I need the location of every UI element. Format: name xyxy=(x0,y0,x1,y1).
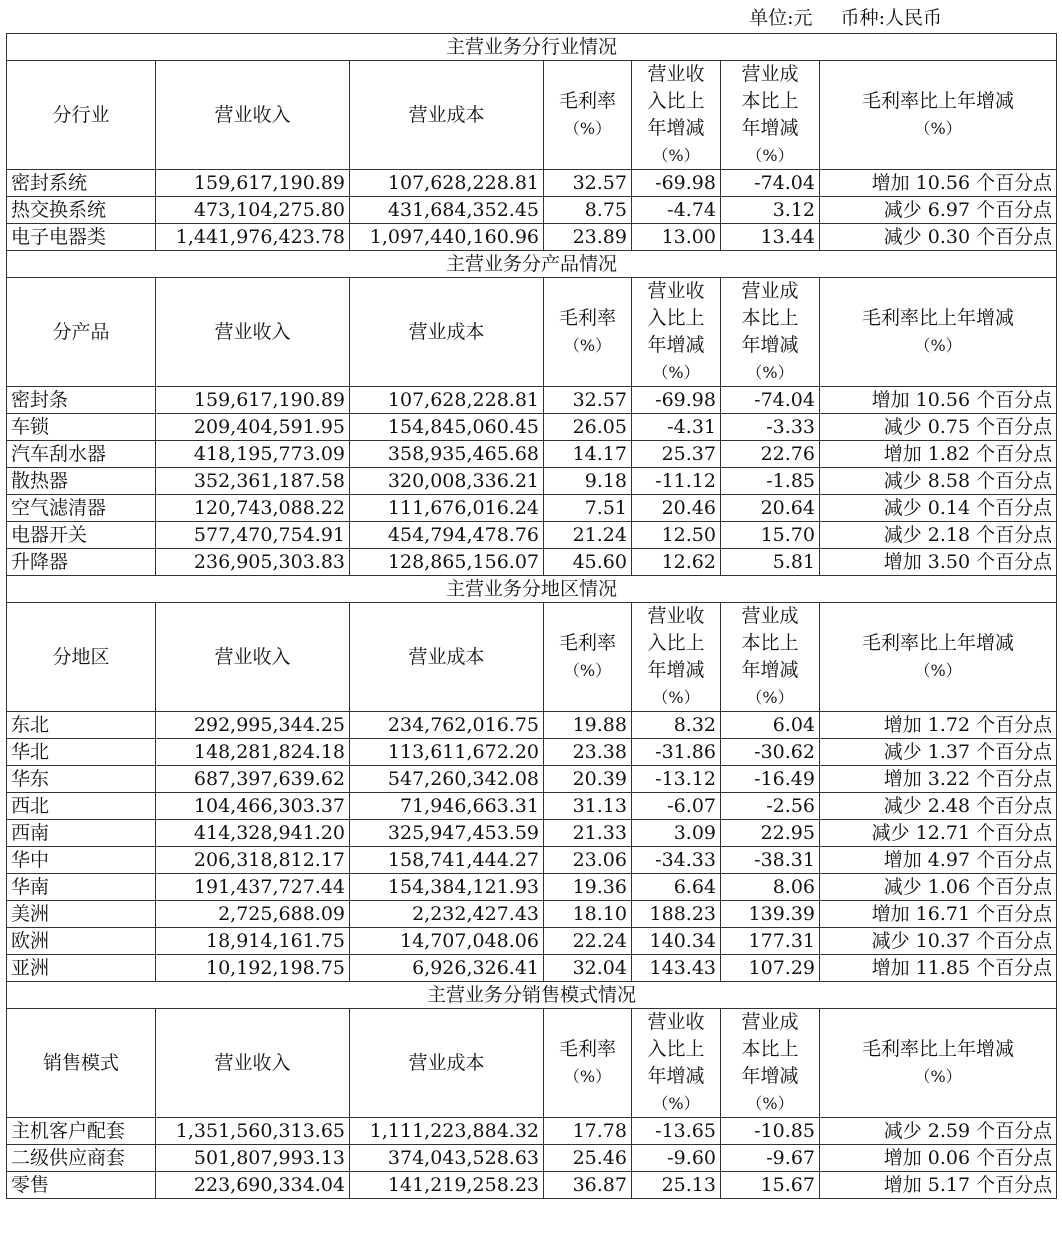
header-line: 年增减 xyxy=(741,1065,799,1087)
header-line: 年增减 xyxy=(741,117,799,139)
row-label: 华南 xyxy=(7,874,156,901)
header-row xyxy=(7,1009,1057,1118)
header-line: 本比上 xyxy=(741,90,799,112)
row-label: 欧洲 xyxy=(7,928,156,955)
header-text xyxy=(632,61,720,169)
header-row xyxy=(7,603,1057,712)
header-revenue-change xyxy=(632,61,721,170)
header-line: （%） xyxy=(652,146,700,165)
section-title: 主营业务分产品情况 xyxy=(7,251,1057,278)
margin-cell: 7.51 xyxy=(544,495,632,522)
cost-change-cell: 13.44 xyxy=(721,224,820,251)
revenue-change-cell: -31.86 xyxy=(632,739,721,766)
revenue-change-cell: -69.98 xyxy=(632,170,721,197)
margin-change-cell: 增加 5.17 个百分点 xyxy=(820,1172,1057,1199)
table-row xyxy=(7,820,1057,847)
cost-cell: 1,097,440,160.96 xyxy=(350,224,544,251)
table-row xyxy=(7,414,1057,441)
margin-cell: 32.57 xyxy=(544,170,632,197)
table-row xyxy=(7,522,1057,549)
table-row xyxy=(7,1172,1057,1199)
section-title-row xyxy=(7,982,1057,1009)
cost-cell: 325,947,453.59 xyxy=(350,820,544,847)
cost-change-cell: 15.67 xyxy=(721,1172,820,1199)
row-label: 二级供应商套 xyxy=(7,1145,156,1172)
revenue-change-cell: 20.46 xyxy=(632,495,721,522)
cost-change-cell: 20.64 xyxy=(721,495,820,522)
cost-cell: 358,935,465.68 xyxy=(350,441,544,468)
revenue-cell: 104,466,303.37 xyxy=(156,793,350,820)
header-row xyxy=(7,278,1057,387)
margin-change-cell: 减少 2.59 个百分点 xyxy=(820,1118,1057,1145)
margin-change-cell: 增加 1.82 个百分点 xyxy=(820,441,1057,468)
header-margin-change xyxy=(820,278,1057,387)
revenue-change-cell: 25.13 xyxy=(632,1172,721,1199)
header-cost: 营业成本 xyxy=(350,278,544,387)
revenue-cell: 10,192,198.75 xyxy=(156,955,350,982)
header-text xyxy=(820,1036,1056,1090)
header-gross-margin xyxy=(544,61,632,170)
row-label: 美洲 xyxy=(7,901,156,928)
revenue-change-cell: 143.43 xyxy=(632,955,721,982)
revenue-cell: 1,441,976,423.78 xyxy=(156,224,350,251)
header-line: 入比上 xyxy=(647,90,705,112)
row-label: 车锁 xyxy=(7,414,156,441)
revenue-cell: 473,104,275.80 xyxy=(156,197,350,224)
margin-change-cell: 增加 4.97 个百分点 xyxy=(820,847,1057,874)
row-label: 电子电器类 xyxy=(7,224,156,251)
cost-change-cell: 8.06 xyxy=(721,874,820,901)
header-line: 毛利率 xyxy=(558,90,616,112)
margin-cell: 20.39 xyxy=(544,766,632,793)
table-row xyxy=(7,739,1057,766)
table-row xyxy=(7,955,1057,982)
header-line: （%） xyxy=(563,119,612,138)
cost-change-cell: -10.85 xyxy=(721,1118,820,1145)
cost-cell: 141,219,258.23 xyxy=(350,1172,544,1199)
revenue-change-cell: 12.62 xyxy=(632,549,721,576)
currency-label: 币种:人民币 xyxy=(840,7,942,29)
section-title: 主营业务分行业情况 xyxy=(7,34,1057,61)
header-line: 毛利率比上年增减 xyxy=(862,307,1015,329)
revenue-change-cell: -13.65 xyxy=(632,1118,721,1145)
margin-cell: 32.57 xyxy=(544,387,632,414)
header-line: （%） xyxy=(652,363,700,382)
header-line: 入比上 xyxy=(647,632,705,654)
cost-change-cell: -74.04 xyxy=(721,387,820,414)
margin-cell: 21.33 xyxy=(544,820,632,847)
revenue-cell: 159,617,190.89 xyxy=(156,170,350,197)
revenue-change-cell: 6.64 xyxy=(632,874,721,901)
header-line: 入比上 xyxy=(647,1038,705,1060)
header-line: 年增减 xyxy=(647,659,705,681)
revenue-change-cell: -9.60 xyxy=(632,1145,721,1172)
revenue-change-cell: 12.50 xyxy=(632,522,721,549)
header-gross-margin xyxy=(544,1009,632,1118)
cost-change-cell: 22.76 xyxy=(721,441,820,468)
header-text xyxy=(721,1009,819,1117)
header-line: （%） xyxy=(652,688,700,707)
cost-change-cell: -30.62 xyxy=(721,739,820,766)
revenue-cell: 159,617,190.89 xyxy=(156,387,350,414)
margin-change-cell: 减少 0.14 个百分点 xyxy=(820,495,1057,522)
revenue-change-cell: -13.12 xyxy=(632,766,721,793)
row-label: 西南 xyxy=(7,820,156,847)
cost-change-cell: 177.31 xyxy=(721,928,820,955)
header-cost: 营业成本 xyxy=(350,603,544,712)
header-line: （%） xyxy=(746,1094,794,1113)
revenue-change-cell: -6.07 xyxy=(632,793,721,820)
margin-cell: 31.13 xyxy=(544,793,632,820)
header-text xyxy=(632,1009,720,1117)
header-text xyxy=(544,305,631,359)
row-label: 西北 xyxy=(7,793,156,820)
header-cost-change xyxy=(721,1009,820,1118)
revenue-cell: 501,807,993.13 xyxy=(156,1145,350,1172)
header-text xyxy=(544,88,631,142)
revenue-change-cell: 140.34 xyxy=(632,928,721,955)
revenue-cell: 2,725,688.09 xyxy=(156,901,350,928)
header-line: 营业收 xyxy=(647,280,705,302)
revenue-cell: 148,281,824.18 xyxy=(156,739,350,766)
margin-cell: 23.38 xyxy=(544,739,632,766)
revenue-change-cell: 13.00 xyxy=(632,224,721,251)
row-label: 电器开关 xyxy=(7,522,156,549)
header-line: 年增减 xyxy=(741,659,799,681)
cost-change-cell: 107.29 xyxy=(721,955,820,982)
cost-cell: 154,384,121.93 xyxy=(350,874,544,901)
header-line: 营业成 xyxy=(741,280,799,302)
header-line: 营业收 xyxy=(647,605,705,627)
cost-cell: 154,845,060.45 xyxy=(350,414,544,441)
header-line: （%） xyxy=(563,661,612,680)
cost-cell: 374,043,528.63 xyxy=(350,1145,544,1172)
row-label: 密封条 xyxy=(7,387,156,414)
revenue-cell: 577,470,754.91 xyxy=(156,522,350,549)
margin-change-cell: 减少 1.37 个百分点 xyxy=(820,739,1057,766)
header-text xyxy=(721,61,819,169)
table-row xyxy=(7,549,1057,576)
header-line: 年增减 xyxy=(647,117,705,139)
section-title-row xyxy=(7,576,1057,603)
header-line: 营业成 xyxy=(741,1011,799,1033)
revenue-cell: 191,437,727.44 xyxy=(156,874,350,901)
table-row xyxy=(7,468,1057,495)
margin-cell: 25.46 xyxy=(544,1145,632,1172)
table-row xyxy=(7,901,1057,928)
header-text xyxy=(820,630,1056,684)
header-cost: 营业成本 xyxy=(350,1009,544,1118)
unit-label: 单位:元 xyxy=(749,7,813,29)
table-row xyxy=(7,766,1057,793)
header-first-col: 销售模式 xyxy=(7,1009,156,1118)
margin-cell: 19.88 xyxy=(544,712,632,739)
header-line: 营业收 xyxy=(647,1011,705,1033)
margin-change-cell: 减少 0.30 个百分点 xyxy=(820,224,1057,251)
header-margin-change xyxy=(820,603,1057,712)
cost-cell: 234,762,016.75 xyxy=(350,712,544,739)
header-line: 本比上 xyxy=(741,1038,799,1060)
header-row xyxy=(7,61,1057,170)
header-line: 入比上 xyxy=(647,307,705,329)
cost-change-cell: -74.04 xyxy=(721,170,820,197)
margin-change-cell: 增加 3.22 个百分点 xyxy=(820,766,1057,793)
header-line: （%） xyxy=(563,1067,612,1086)
margin-change-cell: 减少 12.71 个百分点 xyxy=(820,820,1057,847)
header-line: （%） xyxy=(563,336,612,355)
margin-cell: 17.78 xyxy=(544,1118,632,1145)
header-line: （%） xyxy=(914,119,962,138)
table-row xyxy=(7,928,1057,955)
header-line: （%） xyxy=(746,146,794,165)
cost-cell: 547,260,342.08 xyxy=(350,766,544,793)
table-row xyxy=(7,224,1057,251)
revenue-cell: 414,328,941.20 xyxy=(156,820,350,847)
header-revenue: 营业收入 xyxy=(156,61,350,170)
header-line: 营业成 xyxy=(741,63,799,85)
cost-change-cell: 22.95 xyxy=(721,820,820,847)
header-line: 毛利率比上年增减 xyxy=(862,632,1015,654)
margin-change-cell: 增加 3.50 个百分点 xyxy=(820,549,1057,576)
revenue-cell: 292,995,344.25 xyxy=(156,712,350,739)
header-line: 毛利率 xyxy=(558,307,616,329)
header-revenue-change xyxy=(632,278,721,387)
row-label: 热交换系统 xyxy=(7,197,156,224)
revenue-cell: 418,195,773.09 xyxy=(156,441,350,468)
section-title: 主营业务分地区情况 xyxy=(7,576,1057,603)
main-business-table xyxy=(6,33,1057,1199)
table-row xyxy=(7,847,1057,874)
header-first-col: 分产品 xyxy=(7,278,156,387)
margin-change-cell: 减少 2.48 个百分点 xyxy=(820,793,1057,820)
section-title: 主营业务分销售模式情况 xyxy=(7,982,1057,1009)
header-cost-change xyxy=(721,603,820,712)
margin-cell: 18.10 xyxy=(544,901,632,928)
header-revenue: 营业收入 xyxy=(156,278,350,387)
cost-cell: 113,611,672.20 xyxy=(350,739,544,766)
revenue-change-cell: 188.23 xyxy=(632,901,721,928)
margin-cell: 32.04 xyxy=(544,955,632,982)
cost-change-cell: 6.04 xyxy=(721,712,820,739)
cost-cell: 320,008,336.21 xyxy=(350,468,544,495)
header-gross-margin xyxy=(544,278,632,387)
cost-change-cell: 139.39 xyxy=(721,901,820,928)
header-revenue: 营业收入 xyxy=(156,1009,350,1118)
margin-change-cell: 增加 10.56 个百分点 xyxy=(820,387,1057,414)
cost-cell: 1,111,223,884.32 xyxy=(350,1118,544,1145)
row-label: 散热器 xyxy=(7,468,156,495)
margin-change-cell: 增加 0.06 个百分点 xyxy=(820,1145,1057,1172)
cost-cell: 158,741,444.27 xyxy=(350,847,544,874)
margin-cell: 36.87 xyxy=(544,1172,632,1199)
header-line: 营业收 xyxy=(647,63,705,85)
margin-cell: 19.36 xyxy=(544,874,632,901)
margin-cell: 14.17 xyxy=(544,441,632,468)
margin-cell: 26.05 xyxy=(544,414,632,441)
row-label: 主机客户配套 xyxy=(7,1118,156,1145)
header-line: 年增减 xyxy=(647,334,705,356)
table-row xyxy=(7,874,1057,901)
cost-cell: 431,684,352.45 xyxy=(350,197,544,224)
table-row xyxy=(7,712,1057,739)
header-line: 毛利率比上年增减 xyxy=(862,1038,1015,1060)
margin-change-cell: 增加 16.71 个百分点 xyxy=(820,901,1057,928)
cost-cell: 6,926,326.41 xyxy=(350,955,544,982)
revenue-cell: 1,351,560,313.65 xyxy=(156,1118,350,1145)
revenue-cell: 209,404,591.95 xyxy=(156,414,350,441)
margin-cell: 23.89 xyxy=(544,224,632,251)
cost-change-cell: -3.33 xyxy=(721,414,820,441)
cost-change-cell: -9.67 xyxy=(721,1145,820,1172)
cost-change-cell: -1.85 xyxy=(721,468,820,495)
header-line: （%） xyxy=(746,688,794,707)
row-label: 汽车刮水器 xyxy=(7,441,156,468)
margin-cell: 8.75 xyxy=(544,197,632,224)
header-text xyxy=(544,630,631,684)
header-revenue: 营业收入 xyxy=(156,603,350,712)
revenue-cell: 206,318,812.17 xyxy=(156,847,350,874)
revenue-change-cell: 25.37 xyxy=(632,441,721,468)
revenue-cell: 352,361,187.58 xyxy=(156,468,350,495)
header-line: （%） xyxy=(746,363,794,382)
table-row xyxy=(7,1118,1057,1145)
header-line: （%） xyxy=(914,661,962,680)
margin-change-cell: 增加 10.56 个百分点 xyxy=(820,170,1057,197)
row-label: 零售 xyxy=(7,1172,156,1199)
margin-change-cell: 减少 0.75 个百分点 xyxy=(820,414,1057,441)
cost-change-cell: 15.70 xyxy=(721,522,820,549)
margin-change-cell: 增加 1.72 个百分点 xyxy=(820,712,1057,739)
revenue-cell: 120,743,088.22 xyxy=(156,495,350,522)
margin-cell: 23.06 xyxy=(544,847,632,874)
header-line: 毛利率 xyxy=(558,632,616,654)
header-line: （%） xyxy=(914,1067,962,1086)
margin-change-cell: 减少 1.06 个百分点 xyxy=(820,874,1057,901)
row-label: 亚洲 xyxy=(7,955,156,982)
table-row xyxy=(7,495,1057,522)
header-line: 年增减 xyxy=(647,1065,705,1087)
cost-cell: 14,707,048.06 xyxy=(350,928,544,955)
revenue-change-cell: -4.74 xyxy=(632,197,721,224)
margin-cell: 45.60 xyxy=(544,549,632,576)
header-cost-change xyxy=(721,61,820,170)
margin-cell: 9.18 xyxy=(544,468,632,495)
header-text xyxy=(721,278,819,386)
cost-change-cell: -2.56 xyxy=(721,793,820,820)
margin-cell: 22.24 xyxy=(544,928,632,955)
revenue-change-cell: 3.09 xyxy=(632,820,721,847)
header-margin-change xyxy=(820,1009,1057,1118)
header-line: 本比上 xyxy=(741,307,799,329)
cost-cell: 128,865,156.07 xyxy=(350,549,544,576)
header-margin-change xyxy=(820,61,1057,170)
margin-change-cell: 减少 2.18 个百分点 xyxy=(820,522,1057,549)
revenue-cell: 687,397,639.62 xyxy=(156,766,350,793)
header-line: （%） xyxy=(652,1094,700,1113)
header-revenue-change xyxy=(632,1009,721,1118)
row-label: 华中 xyxy=(7,847,156,874)
margin-cell: 21.24 xyxy=(544,522,632,549)
table-row xyxy=(7,793,1057,820)
row-label: 华东 xyxy=(7,766,156,793)
header-line: 本比上 xyxy=(741,632,799,654)
revenue-cell: 18,914,161.75 xyxy=(156,928,350,955)
table-row xyxy=(7,441,1057,468)
cost-cell: 107,628,228.81 xyxy=(350,170,544,197)
table-row xyxy=(7,197,1057,224)
cost-change-cell: -16.49 xyxy=(721,766,820,793)
cost-cell: 454,794,478.76 xyxy=(350,522,544,549)
header-text xyxy=(820,305,1056,359)
revenue-cell: 236,905,303.83 xyxy=(156,549,350,576)
header-line: 营业成 xyxy=(741,605,799,627)
margin-change-cell: 减少 6.97 个百分点 xyxy=(820,197,1057,224)
header-first-col: 分行业 xyxy=(7,61,156,170)
header-line: 毛利率 xyxy=(558,1038,616,1060)
header-text xyxy=(632,278,720,386)
section-title-row xyxy=(7,34,1057,61)
margin-change-cell: 增加 11.85 个百分点 xyxy=(820,955,1057,982)
table-row xyxy=(7,387,1057,414)
header-line: 年增减 xyxy=(741,334,799,356)
table-row xyxy=(7,1145,1057,1172)
row-label: 华北 xyxy=(7,739,156,766)
header-text xyxy=(544,1036,631,1090)
unit-line xyxy=(749,4,942,32)
cost-change-cell: -38.31 xyxy=(721,847,820,874)
margin-change-cell: 减少 8.58 个百分点 xyxy=(820,468,1057,495)
header-cost-change xyxy=(721,278,820,387)
header-cost: 营业成本 xyxy=(350,61,544,170)
margin-change-cell: 减少 10.37 个百分点 xyxy=(820,928,1057,955)
row-label: 空气滤清器 xyxy=(7,495,156,522)
header-line: 毛利率比上年增减 xyxy=(862,90,1015,112)
header-gross-margin xyxy=(544,603,632,712)
header-revenue-change xyxy=(632,603,721,712)
header-first-col: 分地区 xyxy=(7,603,156,712)
row-label: 密封系统 xyxy=(7,170,156,197)
revenue-change-cell: 8.32 xyxy=(632,712,721,739)
cost-cell: 2,232,427.43 xyxy=(350,901,544,928)
cost-cell: 71,946,663.31 xyxy=(350,793,544,820)
header-text xyxy=(820,88,1056,142)
revenue-change-cell: -34.33 xyxy=(632,847,721,874)
cost-cell: 107,628,228.81 xyxy=(350,387,544,414)
header-text xyxy=(632,603,720,711)
table-row xyxy=(7,170,1057,197)
row-label: 东北 xyxy=(7,712,156,739)
row-label: 升降器 xyxy=(7,549,156,576)
header-line: （%） xyxy=(914,336,962,355)
revenue-change-cell: -69.98 xyxy=(632,387,721,414)
section-title-row xyxy=(7,251,1057,278)
cost-change-cell: 5.81 xyxy=(721,549,820,576)
header-text xyxy=(721,603,819,711)
revenue-change-cell: -11.12 xyxy=(632,468,721,495)
revenue-cell: 223,690,334.04 xyxy=(156,1172,350,1199)
cost-cell: 111,676,016.24 xyxy=(350,495,544,522)
cost-change-cell: 3.12 xyxy=(721,197,820,224)
revenue-change-cell: -4.31 xyxy=(632,414,721,441)
